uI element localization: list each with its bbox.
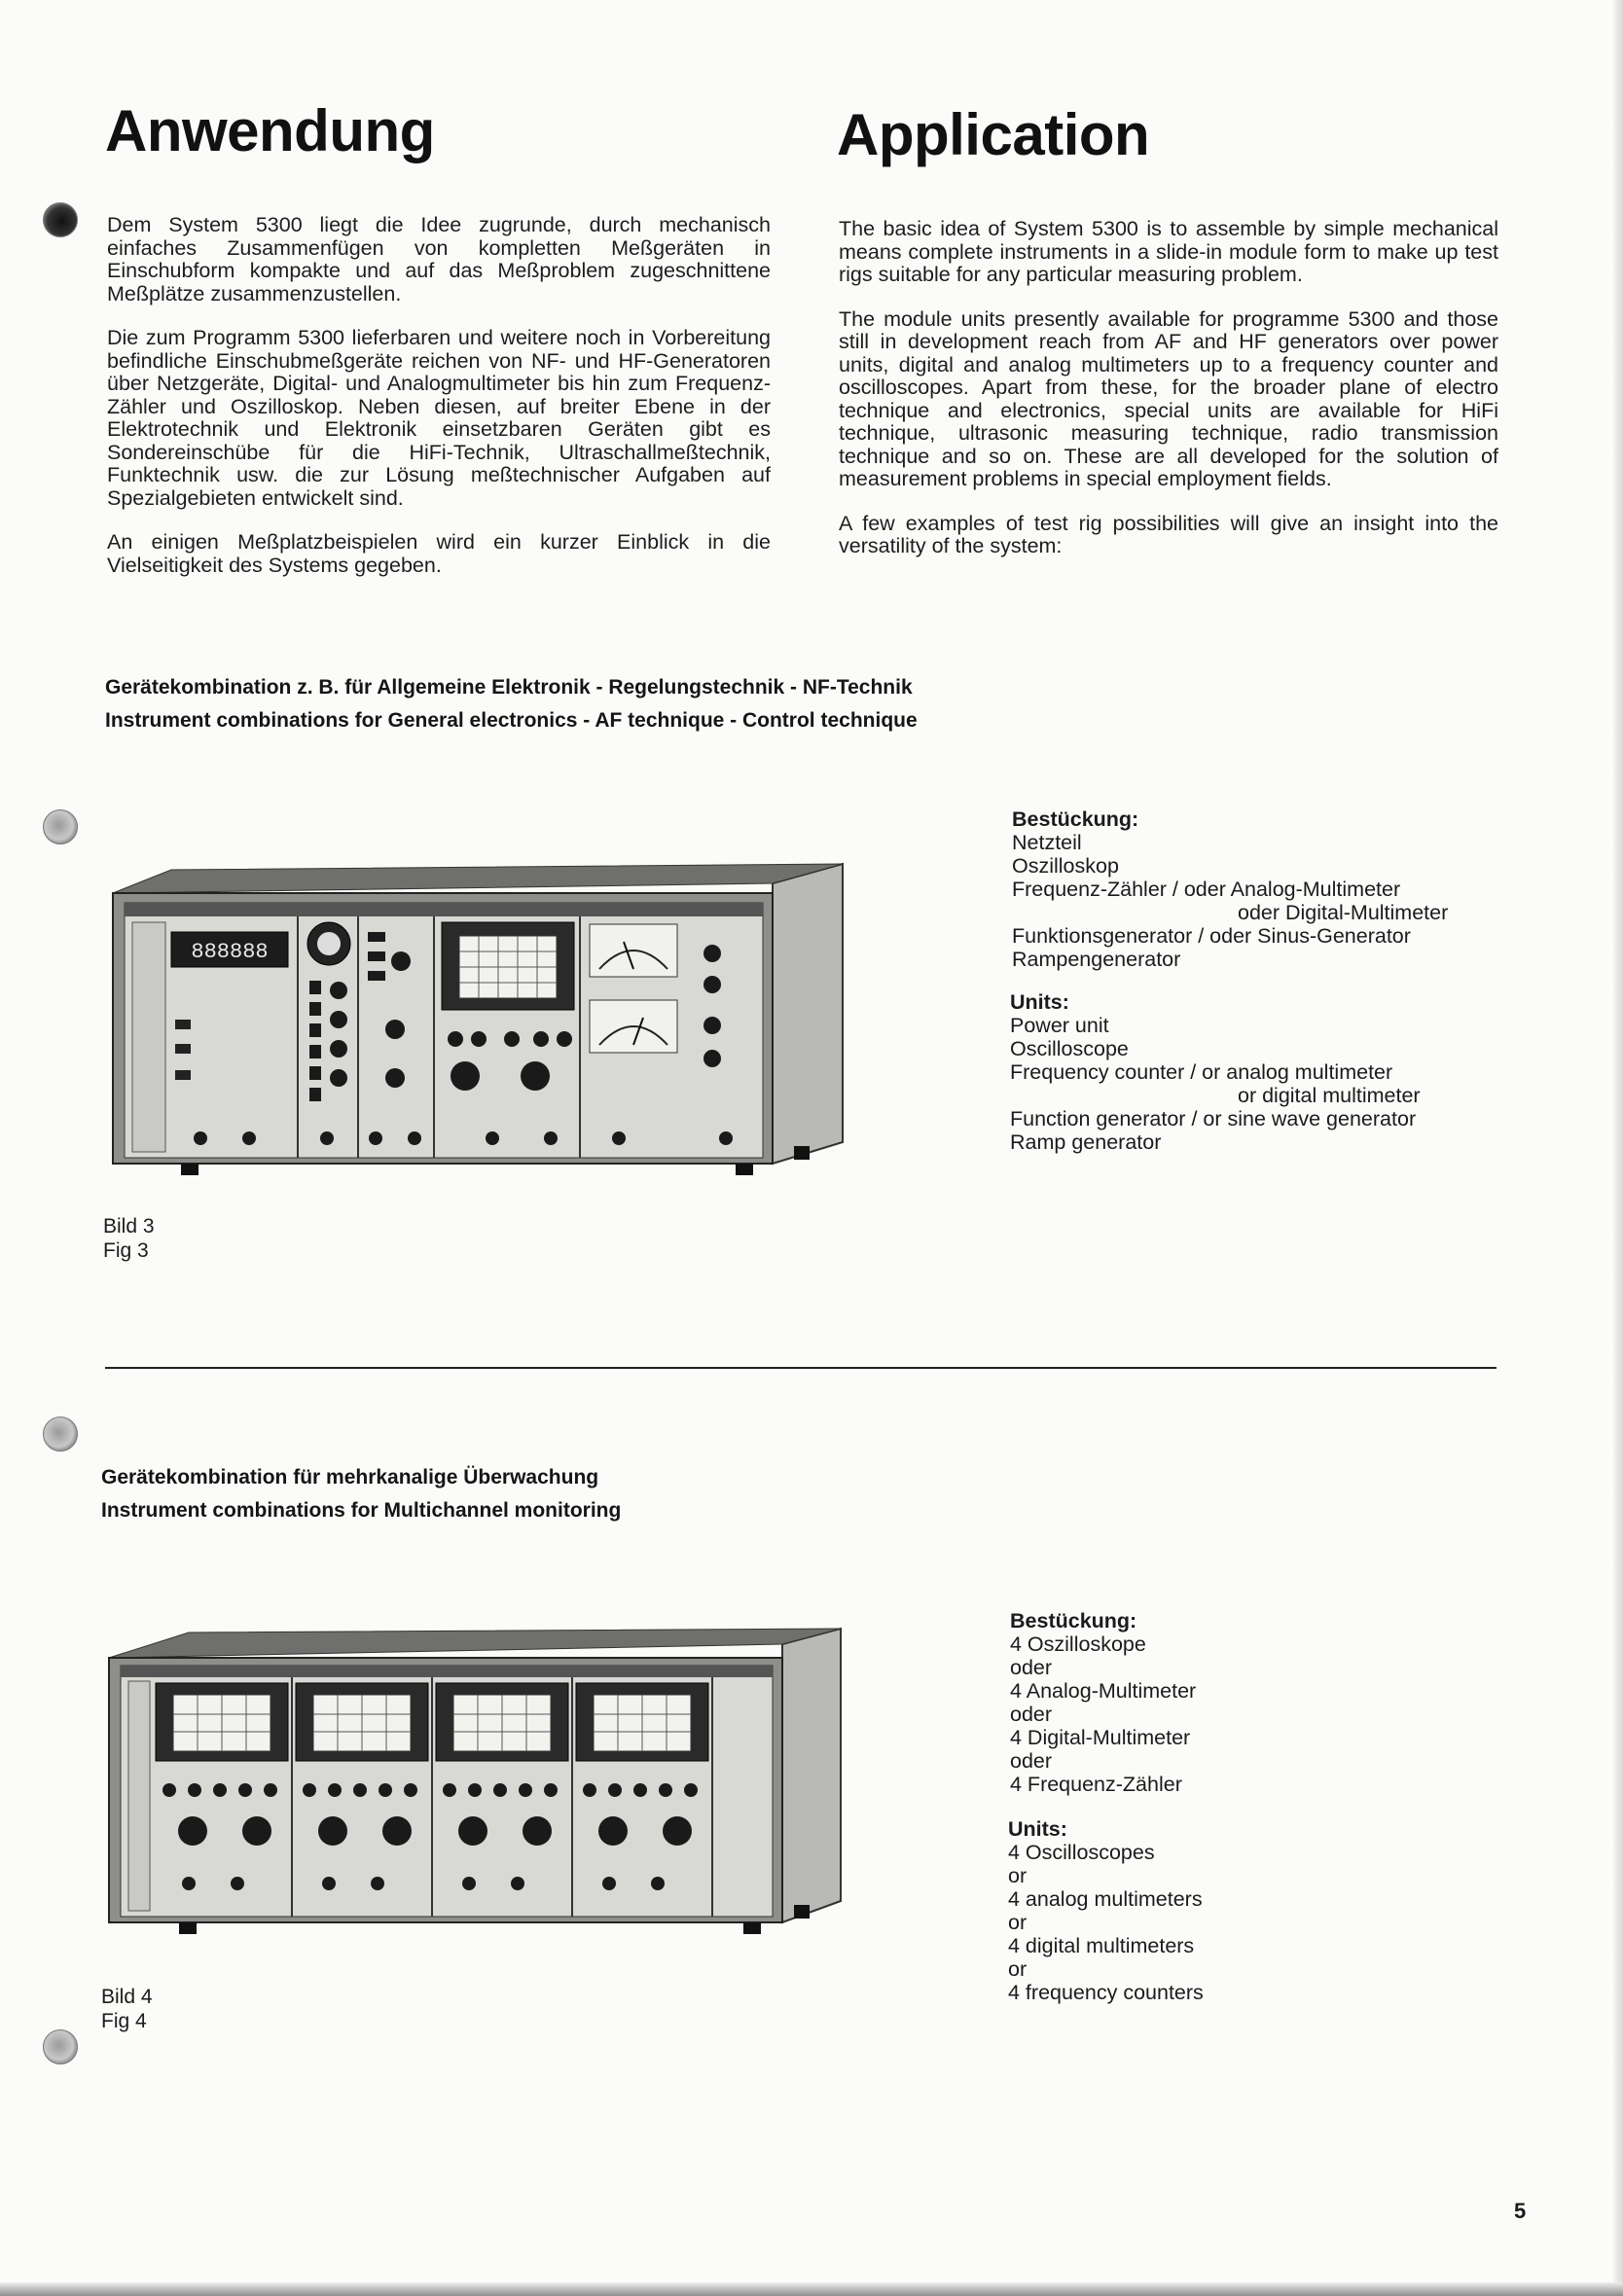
- spec-line: Frequenz-Zähler / oder Analog-Multimeter: [1012, 878, 1401, 901]
- spec-line: 4 analog multimeters: [1008, 1887, 1203, 1911]
- spec-line: 4 Oszilloskope: [1010, 1632, 1146, 1656]
- section1-spec-en: [1010, 990, 1565, 1154]
- caption-en: Fig 3: [103, 1239, 149, 1262]
- spec-line: 4 digital multimeters: [1008, 1934, 1195, 1957]
- spec-line: Funktionsgenerator / oder Sinus-Generator: [1012, 924, 1411, 948]
- spec-line: oder: [1010, 1656, 1053, 1679]
- binder-hole: [43, 809, 78, 844]
- paragraph: The basic idea of System 5300 is to assemble by simple mechanical means complete instruments in a slide-in module form to make up test rigs suitable for any particular measuring problem.: [839, 217, 1498, 286]
- spec-line: oder Digital-Multimeter: [1238, 901, 1449, 924]
- spec-line: Function generator / or sine wave generator: [1010, 1107, 1417, 1130]
- spec-line: or: [1008, 1957, 1028, 1981]
- spec-heading: Bestückung:: [1012, 807, 1139, 831]
- spec-heading: Units:: [1010, 990, 1069, 1014]
- paragraph: The module units presently available for programme 5300 and those still in development reach from AF and HF generators over power units, digital and analog multimeters up to a frequency counter and oscilloscopes. Apart from these, for the broader plane of electro technique and electronics, special units are available for HiFi technique, ultrasonic measuring technique, radio transmission technique and so on. These are all developed for the solution of measurement problems in special employment fields.: [839, 306, 1498, 490]
- spec-line: 4 Oscilloscopes: [1008, 1841, 1155, 1864]
- paragraph: Dem System 5300 liegt die Idee zugrunde, durch mechanisch einfaches Zusammenfügen von kompletten Meßgeräten in Einschubform kompakte und auf das Meßproblem zugeschnittene Meßplätze zusammenzustellen.: [107, 213, 771, 305]
- figure-4-instrument-rack: [101, 1619, 850, 1940]
- spec-line: 4 Digital-Multimeter: [1010, 1726, 1191, 1749]
- section2-title-en: Instrument combinations for Multichannel monitoring: [101, 1499, 622, 1522]
- spec-line: or digital multimeter: [1238, 1084, 1421, 1107]
- spec-line: or: [1008, 1864, 1028, 1887]
- section1-title: [105, 671, 1175, 737]
- paragraph: A few examples of test rig possibilities will give an insight into the versatility of the system:: [839, 511, 1498, 557]
- caption-de: Bild 4: [101, 1986, 153, 2008]
- spec-line: oder: [1010, 1703, 1053, 1726]
- german-column: [107, 214, 771, 598]
- spec-line: 4 frequency counters: [1008, 1981, 1204, 2004]
- spec-line: Ramp generator: [1010, 1130, 1162, 1154]
- spec-line: or: [1008, 1911, 1028, 1934]
- spec-line: Power unit: [1010, 1014, 1109, 1037]
- caption-en: Fig 4: [101, 2010, 147, 2032]
- section1-title-en: Instrument combinations for General electronics - AF technique - Control technique: [105, 709, 918, 732]
- section2-title: [101, 1461, 1074, 1527]
- spec-line: Frequency counter / or analog multimeter: [1010, 1060, 1393, 1084]
- page-edge-shadow: [1613, 0, 1623, 2296]
- section2-spec-en: [1008, 1817, 1397, 2004]
- figure-3-instrument-rack: [103, 854, 852, 1175]
- caption-de: Bild 3: [103, 1215, 155, 1238]
- spec-line: 4 Analog-Multimeter: [1010, 1679, 1197, 1703]
- binder-hole: [43, 1417, 78, 1452]
- scan-bottom-edge: [0, 2282, 1623, 2296]
- english-column: [839, 218, 1498, 580]
- spec-heading: Bestückung:: [1010, 1609, 1137, 1632]
- spec-line: Netzteil: [1012, 831, 1082, 854]
- spec-line: Oszilloskop: [1012, 854, 1119, 878]
- spec-heading: Units:: [1008, 1817, 1067, 1841]
- figure-4-caption: [101, 1985, 153, 2033]
- section1-title-de: Gerätekombination z. B. für Allgemeine Elektronik - Regelungstechnik - NF-Technik: [105, 676, 913, 699]
- spec-line: Rampengenerator: [1012, 948, 1181, 971]
- section2-title-de: Gerätekombination für mehrkanalige Überwachung: [101, 1466, 599, 1489]
- spec-line: Oscilloscope: [1010, 1037, 1129, 1060]
- counter-display: 888888: [191, 940, 269, 964]
- paragraph: Die zum Programm 5300 lieferbaren und weitere noch in Vorbereitung befindliche Einschubmeßgeräte reichen von NF- und HF-Generatoren über Netzgeräte, Digital- und Analogmultimeter bis hin zum Frequenz-Zähler und Oszilloskop. Neben diesen, auf breiter Ebene in der Elektrotechnik und Elektronik einsetzbaren Geräten gibt es Sondereinschübe für die HiFi-Technik, Ultraschallmeßtechnik, Funktechnik usw. die zur Lösung meßtechnischer Aufgaben auf Spezialgebieten entwickelt sind.: [107, 326, 771, 510]
- paragraph: An einigen Meßplatzbeispielen wird ein kurzer Einblick in die Vielseitigkeit des Systems gegeben.: [107, 530, 771, 577]
- spec-line: oder: [1010, 1749, 1053, 1773]
- spec-line: 4 Frequenz-Zähler: [1010, 1773, 1182, 1796]
- heading-german: Anwendung: [105, 98, 435, 163]
- section1-spec-de: [1012, 807, 1557, 971]
- page-number: 5: [1514, 2199, 1527, 2223]
- section2-spec-de: [1010, 1609, 1399, 1796]
- binder-hole: [43, 202, 78, 237]
- binder-hole: [43, 2029, 78, 2064]
- heading-english: Application: [837, 102, 1150, 167]
- section-divider: [105, 1367, 1497, 1369]
- figure-3-caption: [103, 1214, 155, 1263]
